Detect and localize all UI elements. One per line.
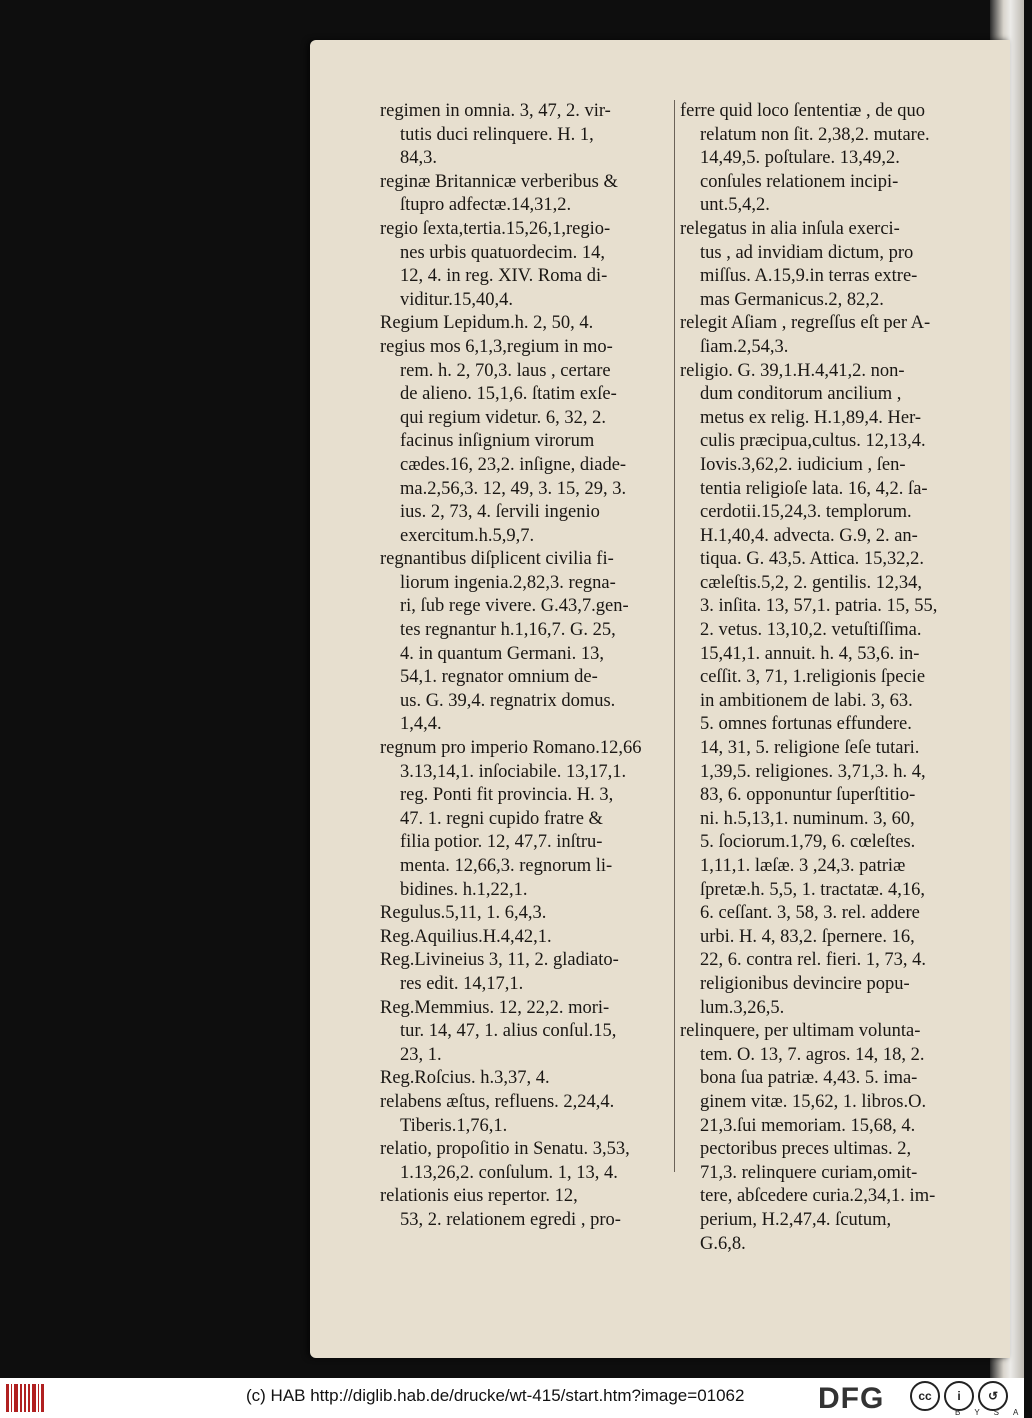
dfg-logo: DFG <box>818 1382 885 1415</box>
license-labels: BYSA <box>955 1408 1032 1417</box>
text-line: 14, 31, 5. religione ſeſe tutari. <box>700 738 920 759</box>
text-line: tutis duci relinquere. H. 1, <box>400 124 594 145</box>
text-line: 54,1. regnator omnium de- <box>400 667 598 688</box>
text-line: 71,3. relinquere curiam,omit- <box>700 1162 918 1183</box>
text-line: bona ſua patriæ. 4,43. 5. ima- <box>700 1068 918 1089</box>
left-column <box>380 100 670 1233</box>
text-line: Tiberis.1,76,1. <box>400 1115 508 1136</box>
text-line: 1,39,5. religiones. 3,71,3. h. 4, <box>700 761 926 782</box>
barcode-icon <box>6 1384 44 1412</box>
text-line: ſtupro adfectæ.14,31,2. <box>400 195 572 216</box>
text-line: mas Germanicus.2, 82,2. <box>700 289 884 310</box>
text-line: regimen in omnia. 3, 47, 2. vir- <box>380 101 611 121</box>
text-line: dum conditorum ancilium , <box>700 384 902 405</box>
text-line: ſpretæ.h. 5,5, 1. tractatæ. 4,16, <box>700 879 926 900</box>
cc-icon: cc <box>910 1381 940 1411</box>
text-line: 2. vetus. 13,10,2. vetuſtiſſima. <box>700 620 922 641</box>
text-line: 47. 1. regni cupido fratre & <box>400 808 603 829</box>
text-line: qui regium videtur. 6, 32, 2. <box>400 407 607 428</box>
text-line: pectoribus preces ultimas. 2, <box>700 1139 912 1160</box>
text-line: 3.13,14,1. inſociabile. 13,17,1. <box>400 761 627 782</box>
text-line: 3. inſita. 13, 57,1. patria. 15, 55, <box>700 596 938 617</box>
text-line: relegatus in alia inſula exerci- <box>680 218 900 239</box>
text-line: filia potior. 12, 47,7. inſtru- <box>400 832 603 853</box>
text-line: Iovis.3,62,2. iudicium , ſen- <box>700 454 906 475</box>
text-line: in ambitionem de labi. 3, 63. <box>700 690 913 711</box>
text-line: ni. h.5,13,1. numinum. 3, 60, <box>700 808 915 829</box>
text-line: exercitum.h.5,9,7. <box>400 525 535 546</box>
text-line: tiqua. G. 43,5. Attica. 15,32,2. <box>700 549 925 570</box>
text-line: 21,3.ſui memoriam. 15,68, 4. <box>700 1115 916 1136</box>
copyright-text[interactable]: (c) HAB http://diglib.hab.de/drucke/wt-415/start.htm?image=01062 <box>246 1386 745 1405</box>
text-line: Reg.Memmius. 12, 22,2. mori- <box>380 997 610 1018</box>
text-line: relatio, propoſitio in Senatu. 3,53, <box>380 1139 630 1160</box>
text-line: relationis eius repertor. 12, <box>380 1186 578 1207</box>
text-line: religio. G. 39,1.H.4,41,2. non- <box>680 360 905 381</box>
text-line: de alieno. 15,1,6. ſtatim exſe- <box>400 384 617 405</box>
text-line: rem. h. 2, 70,3. laus , certare <box>400 360 611 381</box>
text-line: 4. in quantum Germani. 13, <box>400 643 604 664</box>
text-line: 5. omnes fortunas effundere. <box>700 714 912 735</box>
text-line: ri, ſub rege vivere. G.43,7.gen- <box>400 596 629 617</box>
column-divider <box>674 100 675 1172</box>
text-line: urbi. H. 4, 83,2. ſpernere. 16, <box>700 926 915 947</box>
text-line: religionibus devincire popu- <box>700 973 910 994</box>
text-line: Reg.Aquilius.H.4,42,1. <box>380 926 552 947</box>
text-line: Reg.Livineius 3, 11, 2. gladiato- <box>380 950 619 971</box>
text-line: regnantibus diſplicent civilia fi- <box>380 549 614 570</box>
text-line: ſiam.2,54,3. <box>700 336 789 357</box>
text-line: miſſus. A.15,9.in terras extre- <box>700 266 918 287</box>
text-line: metus ex relig. H.1,89,4. Her- <box>700 407 922 428</box>
sa-icon: ↺ <box>978 1381 1008 1411</box>
text-line: regius mos 6,1,3,regium in mo- <box>380 336 613 357</box>
text-line: regio ſexta,tertia.15,26,1,regio- <box>380 218 611 239</box>
text-line: ma.2,56,3. 12, 49, 3. 15, 29, 3. <box>400 478 627 499</box>
text-line: Reg.Roſcius. h.3,37, 4. <box>380 1068 550 1089</box>
text-line: 1,11,1. læſæ. 3 ,24,3. patriæ <box>700 856 906 876</box>
text-line: relabens æſtus, refluens. 2,24,4. <box>380 1091 615 1112</box>
text-line: G.6,8. <box>700 1233 746 1254</box>
text-line: unt.5,4,2. <box>700 195 770 216</box>
text-line: 1,4,4. <box>400 714 442 735</box>
text-line: facinus inſignium virorum <box>400 431 595 452</box>
text-line: conſules relationem incipi- <box>700 171 899 192</box>
by-icon: i <box>944 1381 974 1411</box>
text-line: 14,49,5. poſtulare. 13,49,2. <box>700 148 900 169</box>
text-line: bidines. h.1,22,1. <box>400 879 528 900</box>
text-line: 83, 6. opponuntur ſuperſtitio- <box>700 785 916 806</box>
text-line: ginem vitæ. 15,62, 1. libros.O. <box>700 1091 927 1112</box>
text-line: cædes.16, 23,2. inſigne, diade- <box>400 454 627 475</box>
text-line: tur. 14, 47, 1. alius conſul.15, <box>400 1021 617 1042</box>
text-line: Regulus.5,11, 1. 6,4,3. <box>380 903 547 924</box>
text-line: menta. 12,66,3. regnorum li- <box>400 856 613 876</box>
text-line: relinquere, per ultimam volunta- <box>680 1021 921 1042</box>
text-line: tem. O. 13, 7. agros. 14, 18, 2. <box>700 1044 925 1065</box>
text-line: ius. 2, 73, 4. ſervili ingenio <box>400 502 600 523</box>
text-line: 22, 6. contra rel. fieri. 1, 73, 4. <box>700 950 927 971</box>
text-line: 12, 4. in reg. XIV. Roma di- <box>400 266 608 287</box>
text-line: tentia religioſe lata. 16, 4,2. ſa- <box>700 478 928 499</box>
text-line: ceſſit. 3, 71, 1.religionis ſpecie <box>700 667 926 688</box>
text-line: regnum pro imperio Romano.12,66 <box>380 738 642 759</box>
text-line: relatum non ſit. 2,38,2. mutare. <box>700 124 930 145</box>
text-line: liorum ingenia.2,82,3. regna- <box>400 572 616 593</box>
text-line: perium, H.2,47,4. ſcutum, <box>700 1209 892 1230</box>
text-line: cerdotii.15,24,3. templorum. <box>700 502 912 523</box>
text-line: H.1,40,4. advecta. G.9, 2. an- <box>700 525 918 546</box>
text-line: res edit. 14,17,1. <box>400 973 524 994</box>
text-line: us. G. 39,4. regnatrix domus. <box>400 690 616 711</box>
text-line: tus , ad invidiam dictum, pro <box>700 242 914 263</box>
text-line: nes urbis quatuordecim. 14, <box>400 242 605 263</box>
text-line: ferre quid loco ſententiæ , de quo <box>680 101 926 121</box>
text-line: 1.13,26,2. conſulum. 1, 13, 4. <box>400 1162 618 1183</box>
text-line: cæleſtis.5,2, 2. gentilis. 12,34, <box>700 572 922 593</box>
text-line: 53, 2. relationem egredi , pro- <box>400 1209 621 1230</box>
text-line: tere, abſcedere curia.2,34,1. im- <box>700 1186 936 1207</box>
text-line: 15,41,1. annuit. h. 4, 53,6. in- <box>700 643 920 664</box>
text-line: 84,3. <box>400 148 437 169</box>
text-line: reginæ Britannicæ verberibus & <box>380 171 618 192</box>
text-line: viditur.15,40,4. <box>400 289 514 310</box>
text-line: tes regnantur h.1,16,7. G. 25, <box>400 620 616 641</box>
license-badge[interactable] <box>910 1381 1008 1411</box>
text-line: 23, 1. <box>400 1044 442 1065</box>
right-column <box>680 100 990 1256</box>
text-line: Regium Lepidum.h. 2, 50, 4. <box>380 313 594 334</box>
text-line: lum.3,26,5. <box>700 997 785 1018</box>
text-line: culis præcipua,cultus. 12,13,4. <box>700 431 926 452</box>
text-line: reg. Ponti fit provincia. H. 3, <box>400 785 614 806</box>
text-line: 6. ceſſant. 3, 58, 3. rel. addere <box>700 903 920 924</box>
text-line: relegit Aſiam , regreſſus eſt per A- <box>680 313 931 334</box>
text-line: 5. ſociorum.1,79, 6. cœleſtes. <box>700 832 916 853</box>
